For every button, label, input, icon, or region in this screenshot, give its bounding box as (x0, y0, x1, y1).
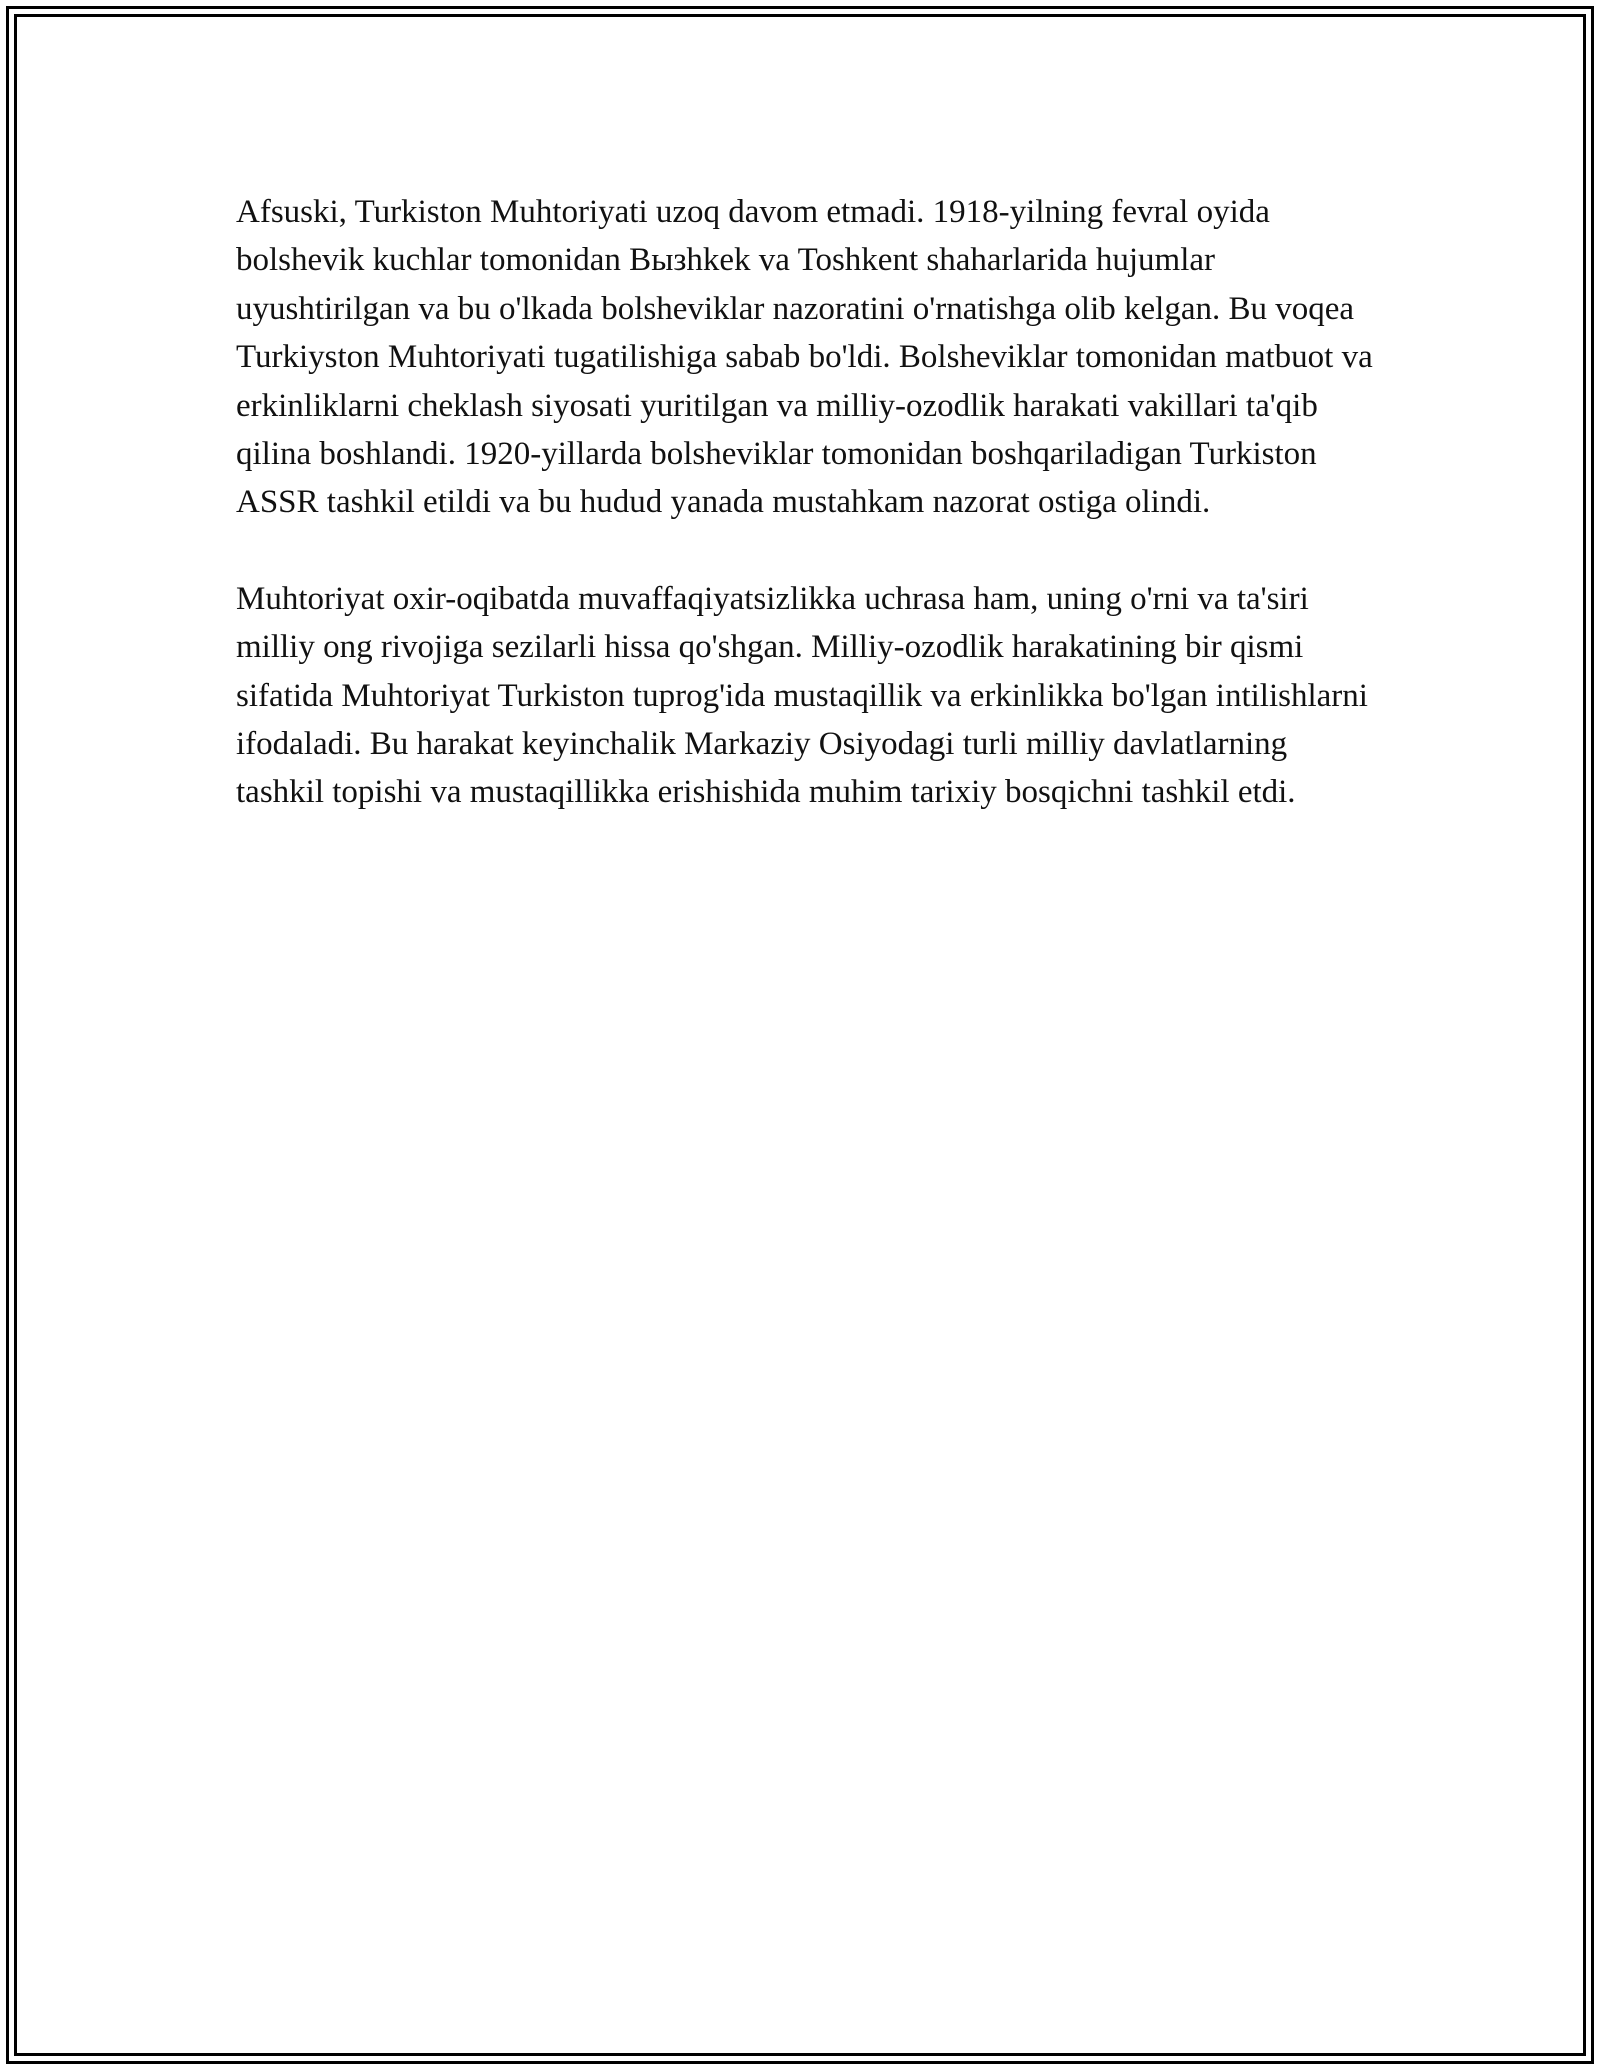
paragraph-2: Muhtoriyat oxir-oqibatda muvaffaqiyatsizlikka uchrasa ham, uning o'rni va ta'siri milliy ong rivojiga sezilarli hissa qo'shgan. Milliy-ozodlik harakatining bir qismi sifatida Muhtoriyat Turkiston tuprog'ida mustaqillik va erkinlikka bo'lgan intilishlarni ifodaladi. Bu harakat keyinchalik Markaziy Osiyodagi turli milliy davlatlarning tashkil topishi va mustaqillikka erishishida muhim tarixiy bosqichni tashkil etdi. (236, 580, 1368, 811)
document-body (236, 188, 1376, 865)
paragraph-1: Afsuski, Turkiston Muhtoriyati uzoq davom etmadi. 1918-yilning fevral oyida bolshevik kuchlar tomonidan Вызhkek va Toshkent shaharlarida hujumlar uyushtirilgan va bu o'lkada bolsheviklar nazoratini o'rnatishga olib kelgan. Bu voqea Turkiyston Muhtoriyati tugatilishiga sabab bo'ldi. Bolsheviklar tomonidan matbuot va erkinliklarni cheklash siyosati yuritilgan va milliy-ozodlik harakati vakillari ta'qib qilina boshlandi. 1920-yillarda bolsheviklar tomonidan boshqariladigan Turkiston ASSR tashkil etildi va bu hudud yanada mustahkam nazorat ostiga olindi. (236, 194, 1373, 521)
